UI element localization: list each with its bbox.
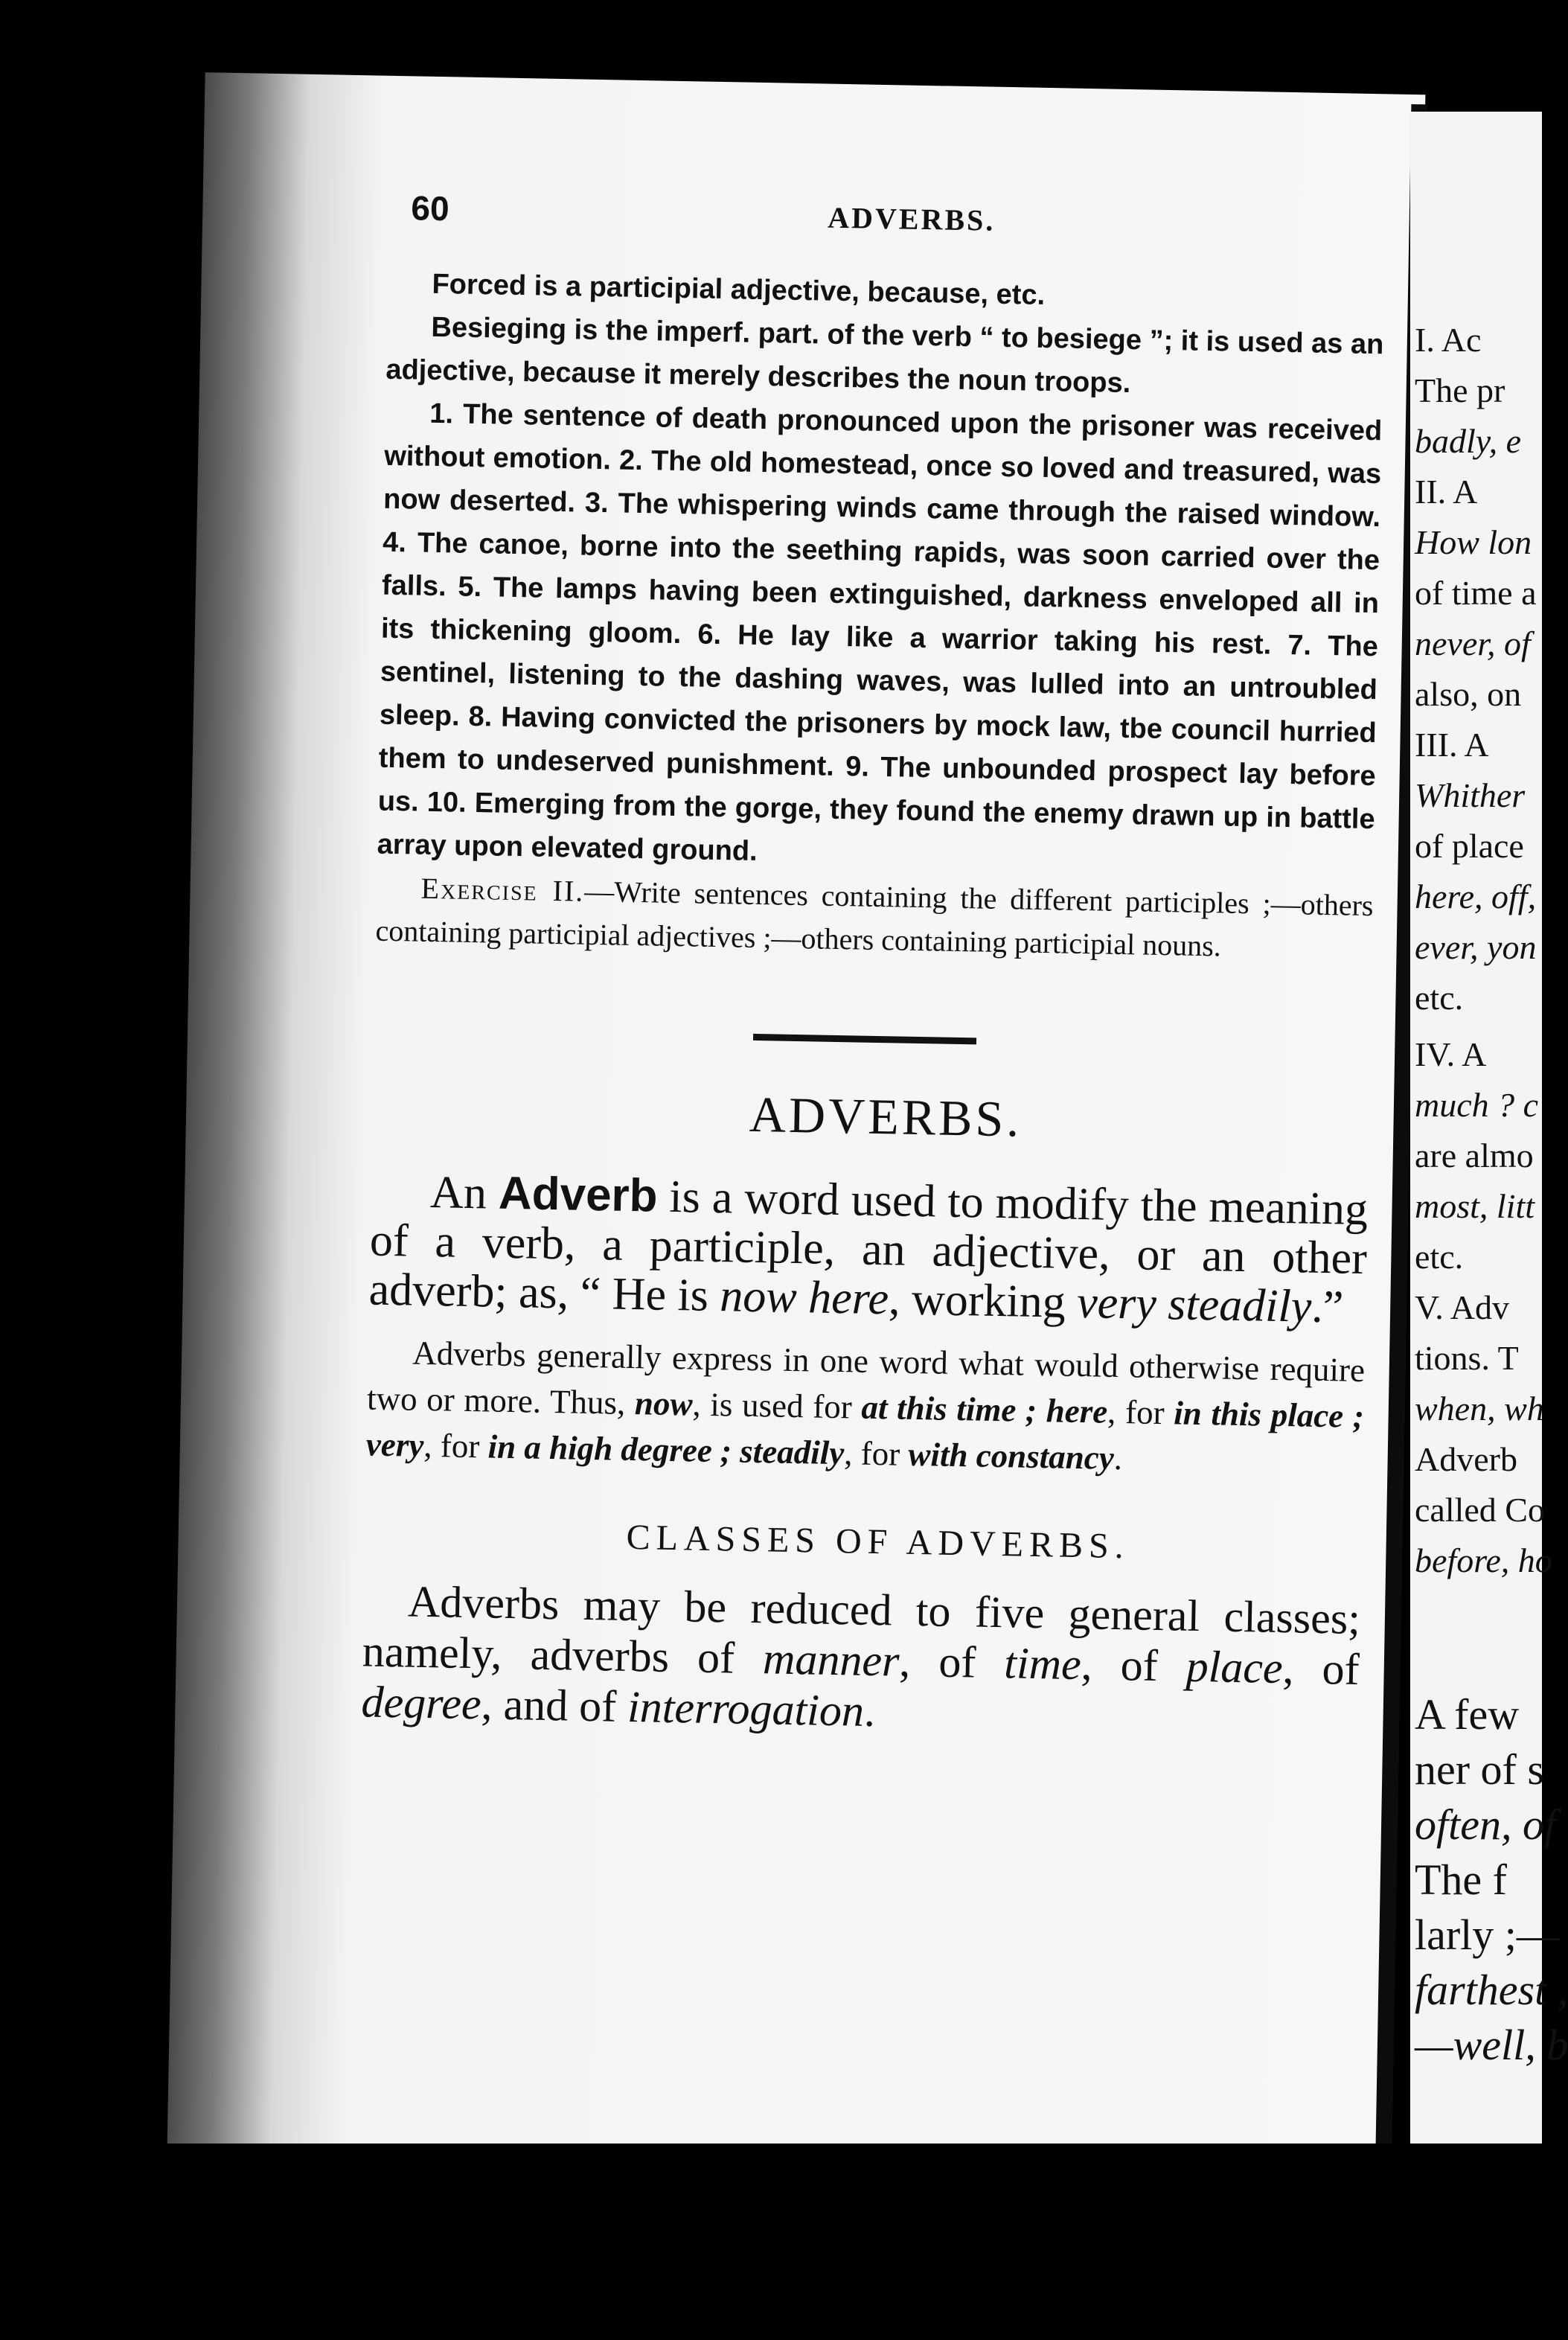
note-gloss: with constancy [908, 1435, 1115, 1477]
page-header [388, 188, 1386, 266]
definition-mid: , working [888, 1273, 1078, 1328]
right-fragment: III. A [1415, 726, 1489, 764]
right-fragment: —well, b [1415, 2021, 1568, 2069]
right-fragment: badly, e [1415, 422, 1522, 460]
class-degree: degree [361, 1677, 482, 1729]
right-fragment: here, off, [1415, 878, 1537, 915]
right-fragment: IV. A [1415, 1035, 1487, 1073]
note-gloss: in a high degree ; steadily [487, 1428, 845, 1472]
right-fragment: How lon [1415, 523, 1532, 561]
section-divider [753, 1034, 976, 1044]
note-part: Adverbs generally express in one word what would otherwise require two or more. Thus, [366, 1334, 1366, 1422]
right-fragment: II. A [1415, 473, 1478, 511]
right-fragment: of time a [1415, 574, 1537, 612]
right-fragment: when, wh [1415, 1390, 1544, 1428]
right-fragment: much ? c [1415, 1086, 1539, 1124]
note-part: , for [843, 1434, 909, 1473]
adverb-definition [368, 1167, 1368, 1333]
right-fragment: Whither [1415, 776, 1526, 814]
classes-paragraph [361, 1575, 1361, 1745]
classes-part: . [863, 1686, 876, 1736]
right-fragment: also, on [1415, 675, 1522, 713]
right-fragment: most, litt [1415, 1187, 1535, 1225]
right-fragment: larly ;— [1415, 1911, 1560, 1959]
right-fragment: before, ho [1415, 1541, 1552, 1579]
note-forced: Forced is a participial adjective, because, etc. [432, 268, 1046, 311]
definition-lead: An [429, 1167, 499, 1219]
class-time: time [1003, 1638, 1082, 1690]
classes-part: , of [898, 1636, 1005, 1688]
note-part: , is used for [692, 1385, 862, 1426]
right-fragment: of place [1415, 827, 1524, 865]
right-fragment: ever, yon [1415, 928, 1537, 966]
note-gloss: in this place ; very [365, 1394, 1365, 1464]
adverb-note [365, 1329, 1365, 1486]
right-fragment: are almo [1415, 1137, 1534, 1174]
note-besieging: Besieging is the imperf. part. of the verb “ to besiege ”; it is used as an adjective, because it merely describes the noun troops. [385, 311, 1384, 400]
right-fragment: tions. T [1415, 1339, 1519, 1377]
running-head: ADVERBS. [827, 200, 996, 237]
left-page [167, 72, 1426, 2171]
right-fragment: A few [1415, 1690, 1520, 1739]
classes-part: , of [1282, 1643, 1360, 1694]
class-interrogation: interrogation [627, 1681, 865, 1736]
class-manner: manner [762, 1634, 900, 1686]
exercise-ii [375, 866, 1374, 971]
note-gloss: at this time ; here [861, 1388, 1108, 1430]
scan-bottom-border [0, 2144, 1542, 2340]
definition-body: is a word used to modify the meaning of a verb, a participle, an adjective, or an other adverb; as, “ He is [368, 1171, 1369, 1322]
note-part: . [1113, 1439, 1123, 1477]
definition-term: Adverb [498, 1167, 659, 1222]
classes-heading: CLASSES OF ADVERBS. [626, 1517, 1130, 1567]
page-number: 60 [410, 188, 450, 228]
exercise-ii-text: —Write sentences containing the different participles ;—others containing participial adjectives ;—others containing participial nouns. [375, 874, 1374, 963]
definition-example-1: now here [719, 1270, 889, 1325]
right-fragment: The f [1415, 1855, 1507, 1904]
right-fragment: etc. [1415, 979, 1464, 1017]
note-part: , for [423, 1426, 489, 1465]
right-fragment: often, of [1415, 1800, 1557, 1849]
right-fragment: etc. [1415, 1238, 1464, 1276]
note-word: now [634, 1384, 693, 1423]
definition-example-2: very steadily [1076, 1276, 1312, 1332]
right-fragment: ner of s [1415, 1745, 1544, 1794]
classes-part: , of [1081, 1640, 1187, 1691]
right-fragment: V. Adv [1415, 1288, 1509, 1326]
right-fragment: The pr [1415, 371, 1505, 409]
classes-part: , and of [481, 1679, 628, 1731]
right-fragment: Adverb [1415, 1440, 1517, 1478]
left-page-content [361, 188, 1386, 1745]
definition-tail: .” [1311, 1281, 1344, 1333]
right-fragment: farthest , [1415, 1966, 1568, 2014]
right-fragment: never, of [1415, 624, 1531, 662]
section-title: ADVERBS. [749, 1085, 1023, 1148]
exercise-sentences: 1. The sentence of death pronounced upon the prisoner was received without emotion. 2. The old homestead, once so loved and treasured, was now deserted. 3. The whispering winds came through the raised window. 4. The canoe, borne into the seething rapids, was soon carried over the falls. 5. The lamps having been extinguished, darkness enveloped all in its thickening gloom. 6. He lay like a warrior taking his rest. 7. The sentinel, listening to the dashing waves, was lulled into an untroubled sleep. 8. Having convicted the prisoners by mock law, tbe council hurried them to undeserved punishment. 9. The unbounded prospect lay before us. 10. Emerging from the gorge, they found the enemy drawn up in battle array upon elevated ground. [377, 397, 1383, 867]
exercise-block [377, 262, 1385, 884]
classes-part: Adverbs may be reduced to five general classes; namely, adverbs of [362, 1576, 1361, 1684]
right-page [1410, 112, 1568, 2188]
right-fragment: I. Ac [1415, 321, 1482, 359]
class-place: place [1185, 1641, 1284, 1693]
exercise-ii-label: Exercise II. [420, 871, 585, 908]
note-part: , for [1107, 1393, 1174, 1432]
right-fragment: called Co [1415, 1491, 1545, 1529]
